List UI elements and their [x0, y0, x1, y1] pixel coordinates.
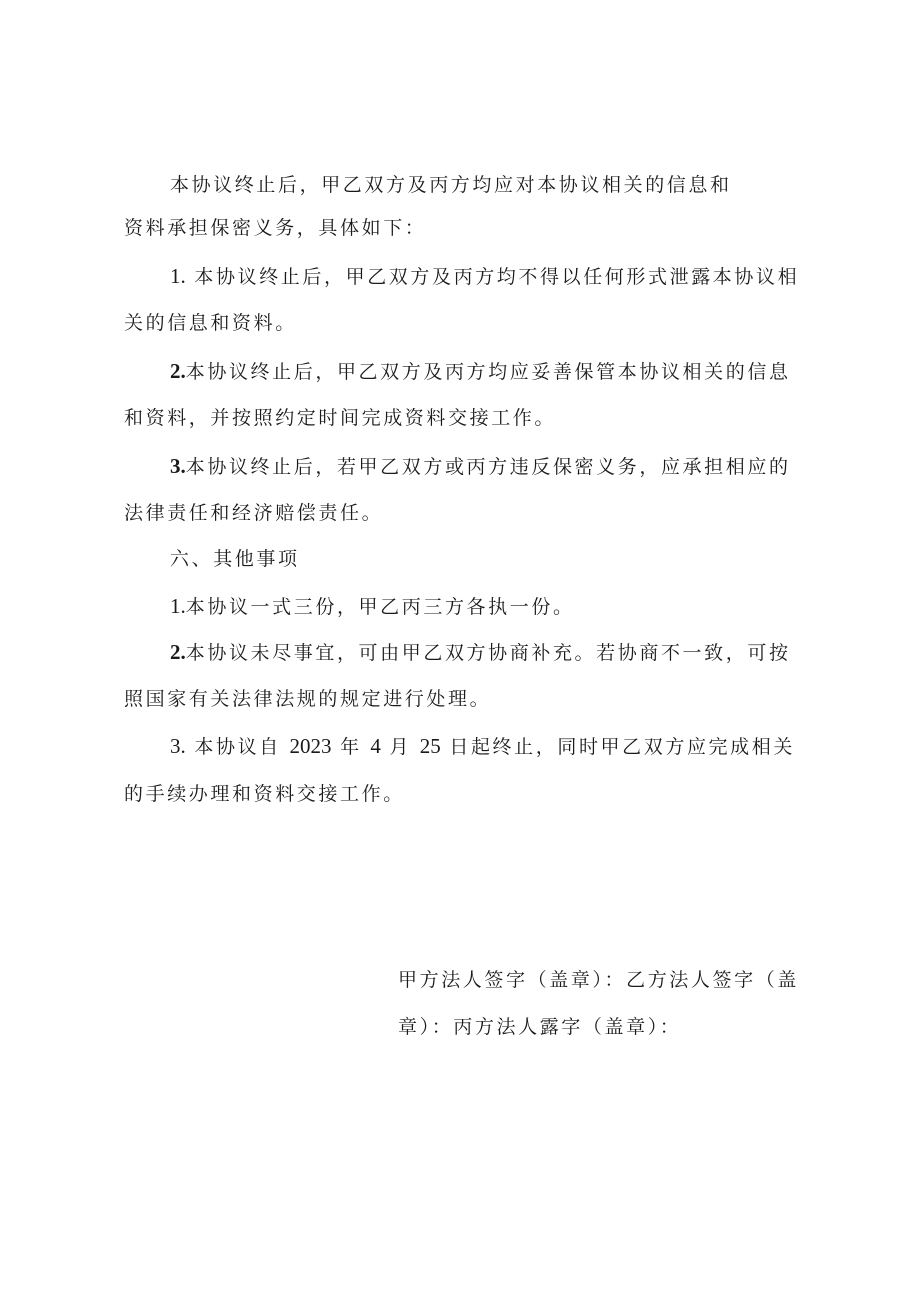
section-6-item-1-number: 1.: [170, 594, 186, 618]
item-2-text: 本协议终止后，甲乙双方及丙方均应妥善保管本协议相关的信息: [185, 361, 791, 383]
item-1-text: 本协议终止后，甲乙双方及丙方均不得以任何形式泄露本协议相: [194, 266, 800, 288]
item-3-number: 3.: [170, 454, 186, 478]
section-6-item-3-line-2: 的手续办理和资料交接工作。: [124, 783, 405, 805]
section-6-item-2-line-2: 照国家有关法律法规的规定进行处理。: [124, 688, 492, 710]
signature-line-2: 章）：丙方法人露字（盖章）：: [398, 1016, 682, 1038]
item-3-line-1: [170, 453, 791, 480]
section-6-item-3-text-post: 日起终止，同时甲乙双方应完成相关: [449, 736, 795, 758]
item-3-line-2: 法律责任和经济赔偿责任。: [124, 502, 384, 524]
signature-line-1: 甲方法人签字（盖章）：乙方法人签字（盖: [398, 969, 799, 991]
intro-line-2: 资料承担保密义务，具体如下：: [124, 217, 427, 239]
section-6-item-3-year: 2023: [289, 734, 332, 758]
item-2-number: 2.: [170, 359, 186, 383]
section-6-item-3-day: 25: [419, 734, 441, 758]
section-6-item-3-text-pre: 本协议自: [194, 736, 281, 758]
section-6-item-1-line-1: [170, 593, 575, 620]
intro-line-1: 本协议终止后，甲乙双方及丙方均应对本协议相关的信息和: [170, 174, 732, 196]
section-6-item-3-number: 3.: [170, 734, 186, 758]
item-1-line-2: 关的信息和资料。: [124, 312, 297, 334]
item-2-line-2: 和资料，并按照约定时间完成资料交接工作。: [124, 407, 557, 429]
section-6-item-2-number: 2.: [170, 640, 186, 664]
section-6-item-3-line-1: [170, 733, 795, 760]
section-6-item-2-text: 本协议未尽事宜，可由甲乙双方协商补充。若协商不一致，可按: [185, 642, 791, 664]
section-6-item-3-month: 4: [370, 734, 381, 758]
section-6-item-2-line-1: [170, 639, 791, 666]
item-2-line-1: [170, 358, 791, 385]
item-1-number: 1.: [170, 264, 186, 288]
section-6-item-3-month-unit: 月: [389, 736, 412, 758]
item-1-line-1: [170, 263, 799, 290]
section-6-item-3-year-unit: 年: [340, 736, 362, 758]
section-6-item-1-text: 本协议一式三份，甲乙丙三方各执一份。: [185, 596, 575, 618]
item-3-text: 本协议终止后，若甲乙双方或丙方违反保密义务，应承担相应的: [185, 456, 791, 478]
section-6-heading: 六、其他事项: [170, 548, 300, 570]
